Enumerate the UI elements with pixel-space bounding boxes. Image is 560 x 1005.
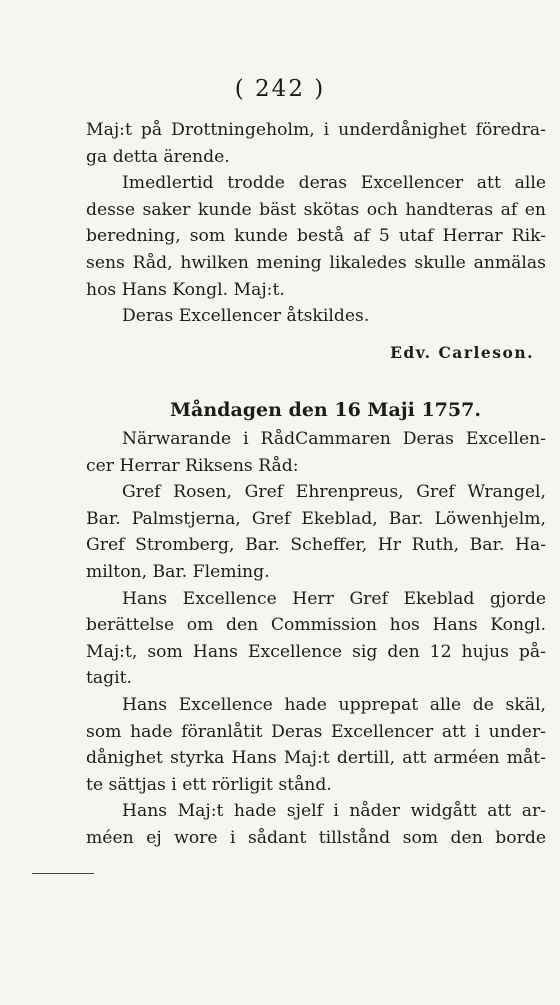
text-line: Hans Excellence Herr Gref Ekeblad gjorde <box>122 588 546 609</box>
paragraph-p7 <box>86 692 546 798</box>
paragraph-p2 <box>86 170 546 303</box>
text-line: Hans Maj:t hade sjelf i nåder widgått att ar- <box>122 801 546 822</box>
text-line: milton, Bar. Fleming. <box>86 561 270 582</box>
text-line: Närwarande i RådCammaren Deras Excellen- <box>122 429 546 449</box>
text-line: Deras Excellencer åtskildes. <box>122 306 370 327</box>
text-line: Imedlertid trodde deras Excellencer att alle <box>122 173 546 194</box>
text-line: Maj:t, som Hans Excellence sig den 12 hujus på- <box>86 641 546 662</box>
text-line: dånighet styrka Hans Maj:t dertill, att arméen måt- <box>86 748 546 769</box>
paragraph-p1 <box>86 117 546 170</box>
text-line: beredning, som kunde bestå af 5 utaf Herrar Rik- <box>86 226 546 247</box>
date-heading: Måndagen den 16 Maji 1757. <box>170 399 481 421</box>
text-line: Maj:t på Drottningeholm, i underdånighet föredra- <box>86 120 546 140</box>
margin-rule <box>32 873 94 874</box>
paragraph-p6 <box>86 586 546 692</box>
text-line: cer Herrar Riksens Råd: <box>86 455 299 476</box>
heading-block <box>86 393 546 427</box>
text-line: berättelse om den Commission hos Hans Kongl. <box>86 615 546 636</box>
text-line: méen ej wore i sådant tillstånd som den borde <box>86 827 546 848</box>
text-line: som hade föranlåtit Deras Excellencer att i under- <box>86 721 546 742</box>
text-block-top <box>86 117 546 330</box>
text-block-bottom <box>86 426 546 852</box>
text-line: Gref Rosen, Gref Ehrenpreus, Gref Wrangel, <box>122 482 546 503</box>
text-line: Hans Excellence hade upprepat alle de skäl, <box>122 694 546 715</box>
page-number: ( 242 ) <box>234 76 326 102</box>
text-line: ga detta ärende. <box>86 146 230 167</box>
paragraph-p4 <box>86 426 546 479</box>
paragraph-p3 <box>86 303 546 330</box>
text-line: te sättjas i ett rörligit stånd. <box>86 774 332 795</box>
text-line: hos Hans Kongl. Maj:t. <box>86 279 285 300</box>
signature-block <box>86 340 546 367</box>
text-line: Bar. Palmstjerna, Gref Ekeblad, Bar. Löwenhjelm, <box>86 508 546 529</box>
text-line: desse saker kunde bäst skötas och handteras af en <box>86 199 546 220</box>
signature: Edv. Carleson. <box>390 343 534 362</box>
paragraph-p8 <box>86 798 546 851</box>
text-line: Gref Stromberg, Bar. Scheffer, Hr Ruth, Bar. Ha- <box>86 535 546 556</box>
paragraph-p5 <box>86 479 546 585</box>
text-line: tagit. <box>86 668 133 689</box>
text-line: sens Råd, hwilken mening likaledes skulle anmälas <box>86 252 546 273</box>
